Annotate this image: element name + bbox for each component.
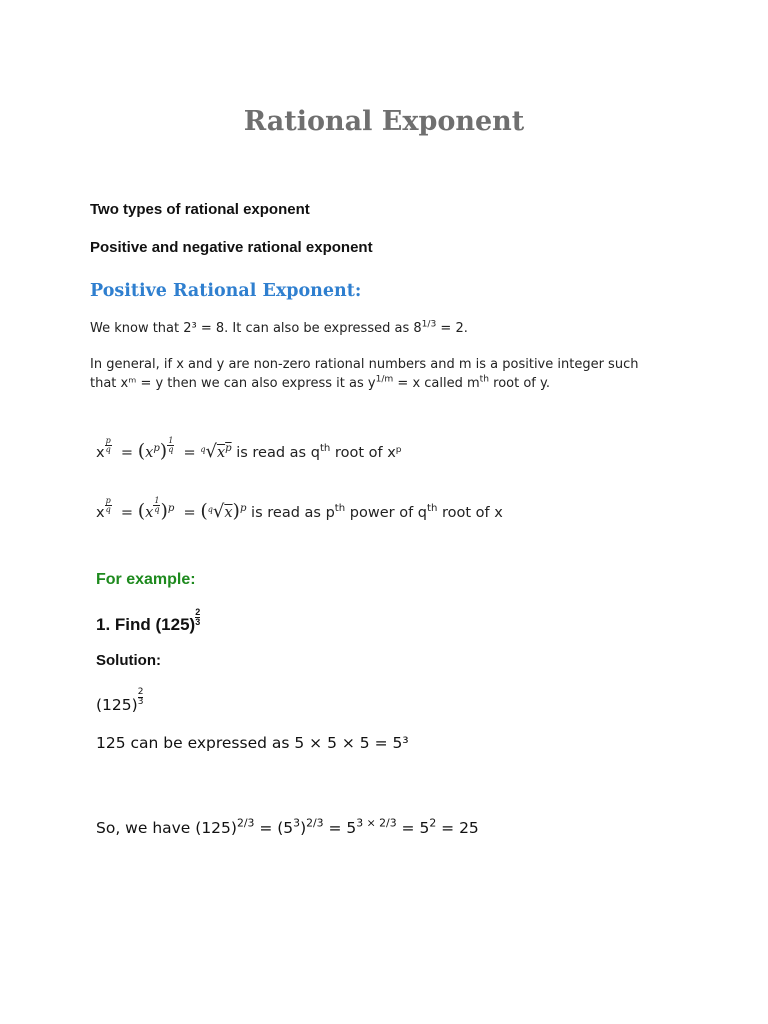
solution-factorization: 125 can be expressed as 5 × 5 × 5 = 5³ bbox=[96, 734, 409, 752]
formula-qth-root: x $\frac{p}{q}$ = $(x^p)$ $\frac{1}{q}$ = $^q√x^p$ is read as $q^{th}$ root of xᵖ bbox=[96, 435, 402, 462]
example-heading: For example: bbox=[96, 571, 196, 588]
paragraph-general-line2: that xᵐ = y then we can also express it as $y^{1/m} = x$ called $m^{th}$ root of y. bbox=[90, 374, 550, 391]
section-heading-positive: Positive Rational Exponent: bbox=[90, 281, 362, 301]
exponent-p-over-q: $\frac{p}{q}$ bbox=[105, 435, 111, 454]
paragraph-general-line1: In general, if x and y are non-zero rational numbers and m is a positive integer such bbox=[90, 357, 639, 372]
problem-find: 1. Find (125) $\frac{2}{3}$ bbox=[96, 607, 201, 634]
formula-base: x bbox=[96, 445, 105, 461]
page-title: Rational Exponent bbox=[243, 106, 525, 137]
solution-expression: (125) $\frac{2}{3}$ bbox=[96, 687, 144, 714]
intro-line-types: Two types of rational exponent bbox=[90, 201, 310, 218]
paragraph-cube-example: We know that 2³ = 8. It can also be expressed as $8^{1/3} = 2$. bbox=[90, 319, 468, 336]
intro-line-positive-negative: Positive and negative rational exponent bbox=[90, 239, 373, 256]
solution-label: Solution: bbox=[96, 652, 161, 669]
formula-base: x bbox=[96, 505, 105, 521]
solution-final: So, we have $(125)^{2/3} = (5^3)^{2/3} = 5^{3 \times 2/3} = 5^2 = 25$ bbox=[96, 816, 479, 837]
formula-pth-power: x $\frac{p}{q}$ = (x $\frac{1}{q}$ )$^p = (^q√x)^p$ is read as $p^{th}$ power of $q^{th}$ root of x bbox=[96, 495, 503, 522]
